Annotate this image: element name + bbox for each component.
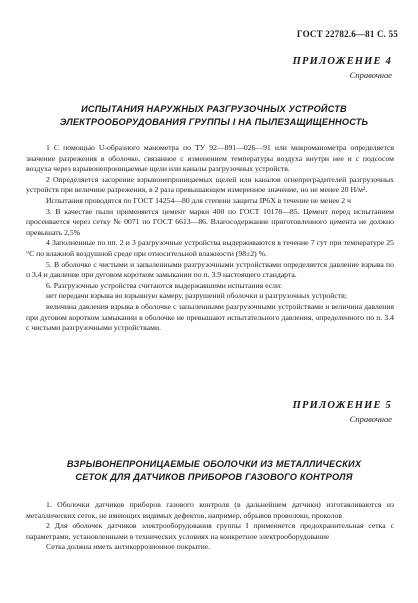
paragraph: величина давления взрыва в оболочке с запыленными разгрузочными устройствами и величина давления при дуговом коротком замыкании в оболочке не превышают испытательного давления, определенного по п. 3.4 с чистыми разгрузочными устройствами. bbox=[26, 301, 394, 333]
paragraph: Сетка должна иметь антикоррозионное покрытие. bbox=[46, 542, 211, 552]
paragraph: 2 Для оболочек датчиков электрооборудования группы I применяется предохранительная сетка с параметрами, установленными в технических условиях на конкретное электрооборудование bbox=[26, 521, 394, 541]
appendix-5-label bbox=[293, 400, 392, 424]
paragraph: 5. В оболочке с чистыми и запыленными разгрузочными устройствами определяется давление взрыва по п 3.4 и давление при дуговом коротком замыкании по п. 3.9 настоящего стандарта. bbox=[26, 259, 394, 280]
paragraph: 1 С помощью U-образного манометра по ТУ 92—891—026—91 или микроманометра определяется значение разрежения в оболочке, связанное с изменением температуры воздуха внутри нее и с подсосом воздуха через взрывонепроницаемые щели или каналы разгрузочных устройств. bbox=[26, 143, 394, 174]
appendix-5-heading bbox=[48, 458, 380, 484]
paragraph: 2 Определяется засорение взрывонепроницаемых щелей или каналов огнепреградителей разгрузочных устройств при величине разрежения, в 2 раза превышающем измеренное значение, но не менее 20 Н/м². bbox=[26, 174, 394, 195]
appendix-5-subtitle: Справочное bbox=[349, 414, 392, 424]
paragraph: 4 Заполненные по пп. 2 и 3 разгрузочные устройства выдерживаются в течение 7 сут при температуре 25 °С по влажной воздушной среде при относительной влажности (98±2) %. bbox=[26, 238, 394, 258]
appendix-5-body bbox=[26, 500, 394, 553]
appendix-4-heading-line-2: ЭЛЕКТРООБОРУДОВАНИЯ ГРУППЫ I НА ПЫЛЕЗАЩИЩЕННОСТЬ bbox=[59, 117, 369, 127]
page-header: ГОСТ 22782.6—81 С. 55 bbox=[296, 29, 398, 39]
appendix-4-heading bbox=[48, 103, 380, 129]
paragraph: 3. В качестве пыли применяется цемент марки 400 по ГОСТ 10178—85. Цемент перед испытанием просеивается через сетку № 0071 по ГОСТ 6613—86. Влагосодержание приготовленного цемента не должно превышать 2,5% bbox=[26, 206, 394, 237]
paragraph: нет передачи взрыва во взрывную камеру, разрушений оболочки и разгрузочных устройств; bbox=[46, 291, 347, 301]
appendix-4-heading-line-1: ИСПЫТАНИЯ НАРУЖНЫХ РАЗГРУЗОЧНЫХ УСТРОЙСТВ bbox=[81, 104, 347, 114]
appendix-4-title: ПРИЛОЖЕНИЕ 4 bbox=[292, 56, 392, 67]
appendix-5-heading-line-2: СЕТОК ДЛЯ ДАТЧИКОВ ПРИБОРОВ ГАЗОВОГО КОНТРОЛЯ bbox=[75, 472, 353, 482]
paragraph: 1. Оболочки датчиков приборов газового контроля (в дальнейшем датчики) изготавливаются из металлических сеток, не имеющих видимых дефектов, например, обрывов проволоки, проколов bbox=[26, 500, 394, 520]
paragraph: 6. Разгрузочные устройства считаются выдержавшими испытания если: bbox=[46, 280, 283, 290]
appendix-4-subtitle: Справочное bbox=[349, 70, 392, 80]
appendix-4-label bbox=[293, 56, 392, 80]
appendix-4-body bbox=[26, 143, 394, 334]
paragraph: Испытания проводятся по ГОСТ 14254—80 для степени защиты IP6X в течение не менее 2 ч bbox=[46, 195, 351, 205]
appendix-5-title: ПРИЛОЖЕНИЕ 5 bbox=[292, 400, 392, 411]
appendix-5-heading-line-1: ВЗРЫВОНЕПРОНИЦАЕМЫЕ ОБОЛОЧКИ ИЗ МЕТАЛЛИЧЕСКИХ bbox=[66, 459, 362, 469]
